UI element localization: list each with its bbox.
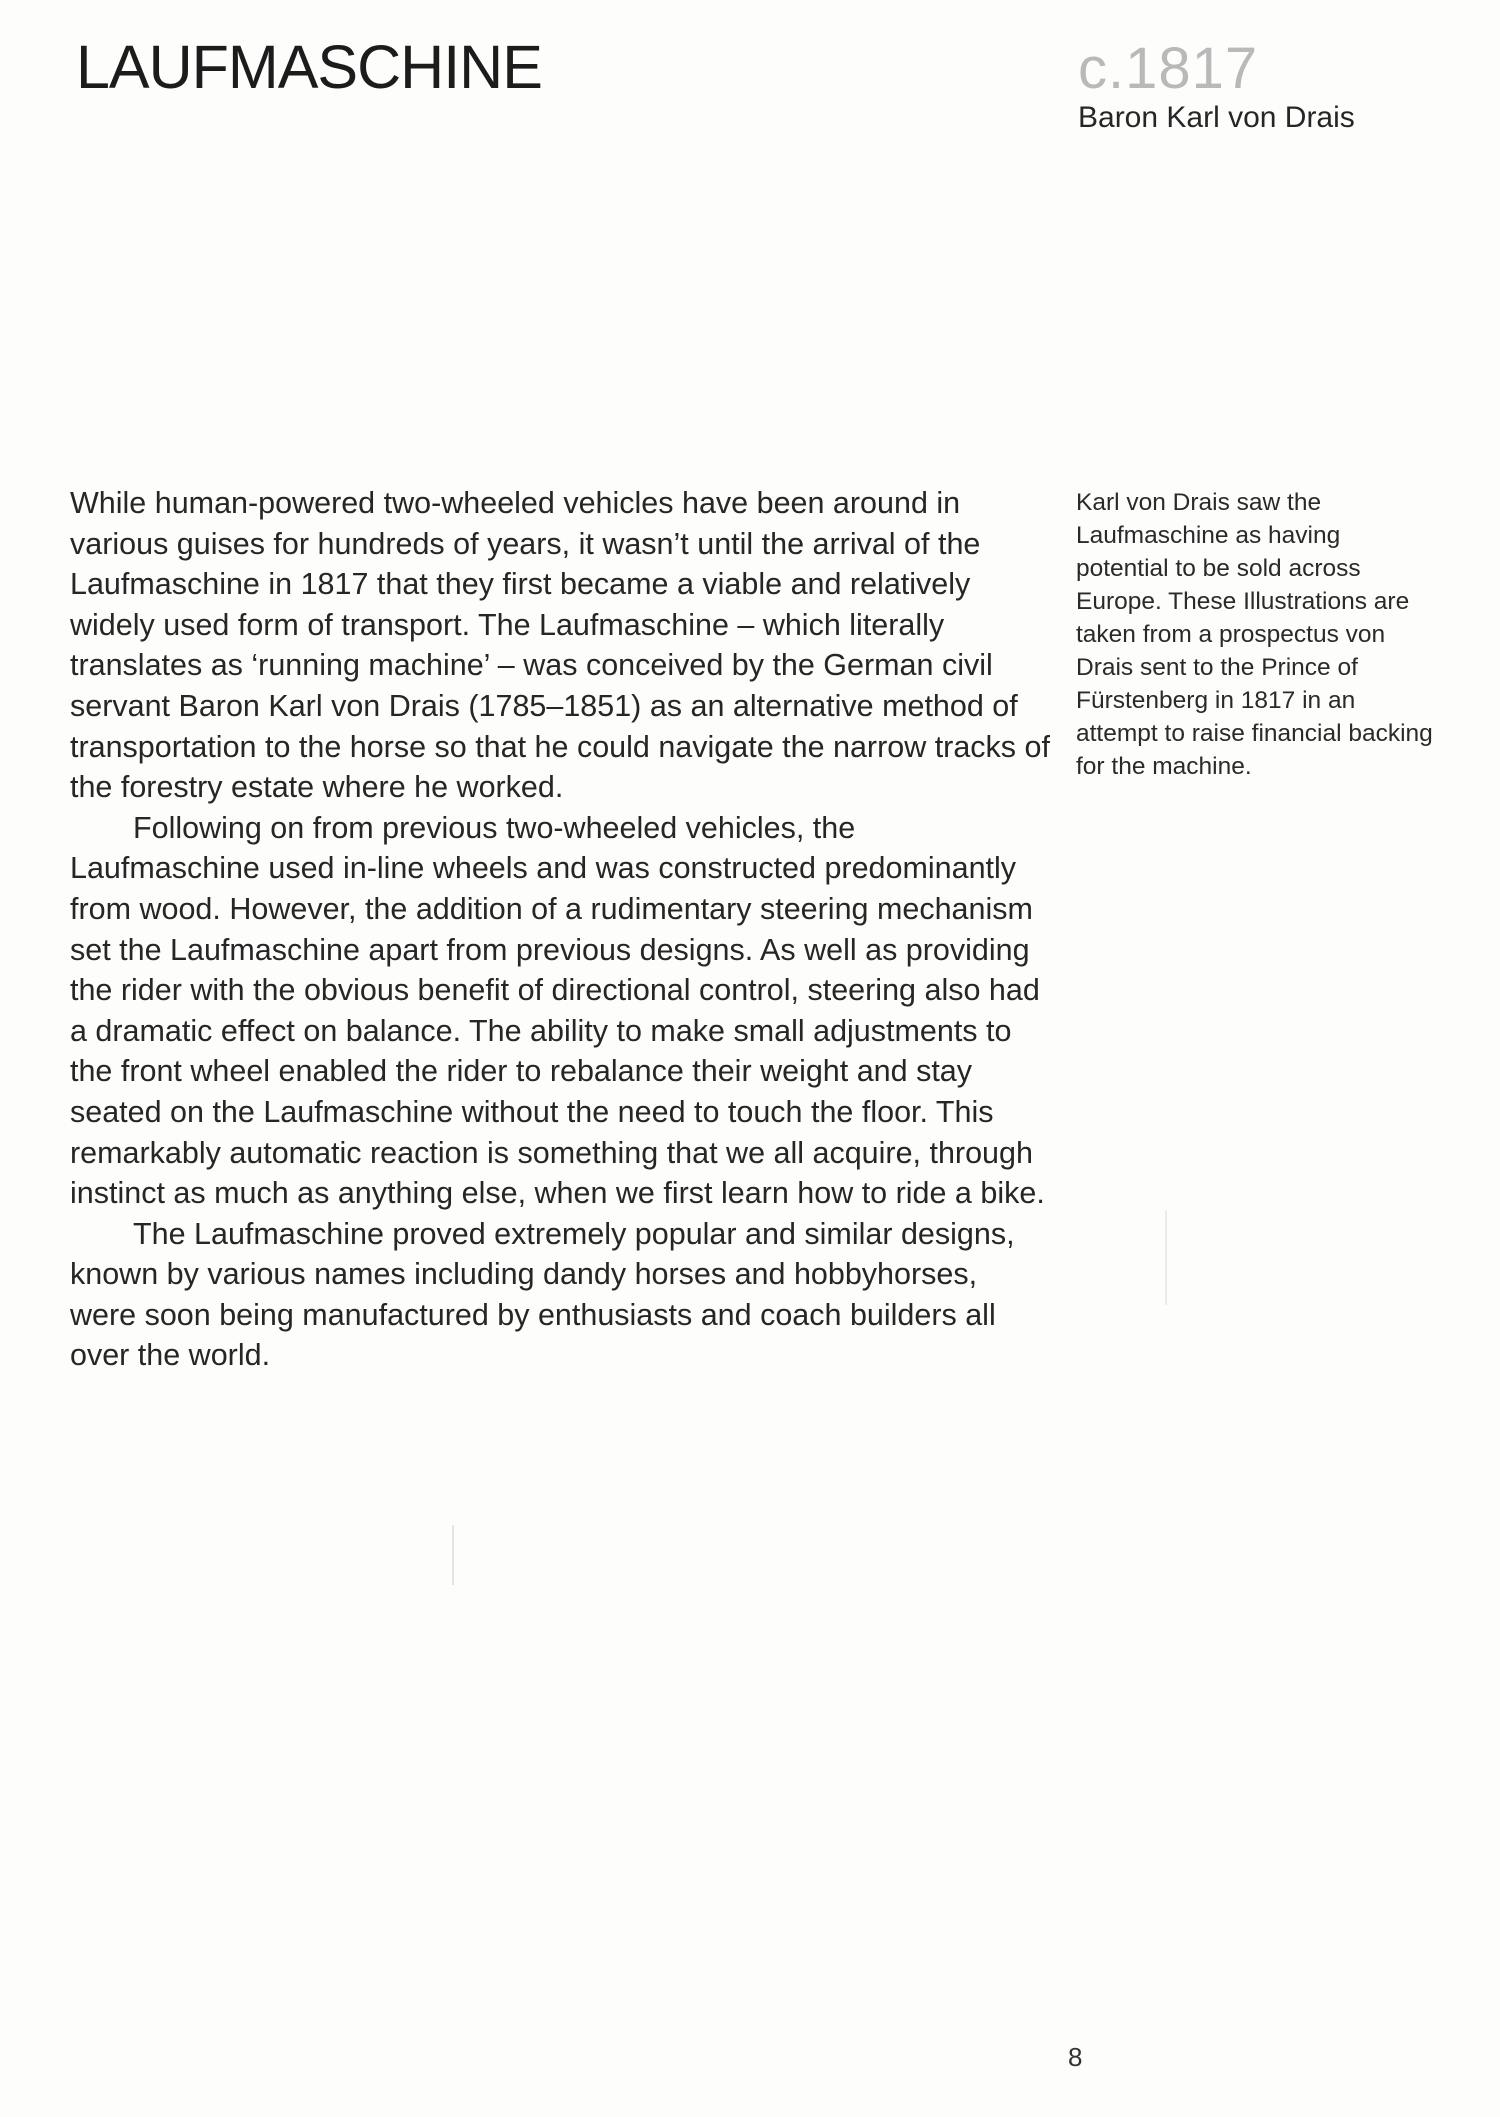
body-text <box>70 483 1050 1376</box>
scan-artifact <box>1165 1210 1167 1305</box>
illustration-caption: Karl von Drais saw the Laufmaschine as having potential to be sold across Europe. These Illustrations are taken from a prospectus von Drais sent to the Prince of Fürstenberg in 1817 in an attempt to raise financial backing for the machine. <box>1076 489 1433 780</box>
year-label: c.1817 <box>1078 36 1259 101</box>
page-title: LAUFMASCHINE <box>76 33 542 101</box>
body-paragraph: While human-powered two-wheeled vehicles have been around in various guises for hundreds of years, it wasn’t until the arrival of the Laufmaschine in 1817 that they first became a viable and relatively widely used form of transport. The Laufmaschine – which literally translates as ‘running machine’ – was conceived by the German civil servant Baron Karl von Drais (1785–1851) as an alternative method of transportation to the horse so that he could navigate the narrow tracks of the forestry estate where he worked. <box>70 486 1050 805</box>
inventor-name: Baron Karl von Drais <box>1078 101 1355 134</box>
scan-artifact <box>452 1525 454 1585</box>
body-paragraph: Following on from previous two-wheeled vehicles, the Laufmaschine used in-line wheels and was constructed predominantly from wood. However, the addition of a rudimentary steering mechanism set the Laufmaschine apart from previous designs. As well as providing the rider with the obvious benefit of directional control, steering also had a dramatic effect on balance. The ability to make small adjustments to the front wheel enabled the rider to rebalance their weight and stay seated on the Laufmaschine without the need to touch the floor. This remarkably automatic reaction is something that we all acquire, through instinct as much as anything else, when we first learn how to ride a bike. <box>70 810 1045 1211</box>
page-number: 8 <box>1068 2042 1083 2072</box>
header-meta <box>1078 36 1438 136</box>
body-paragraph: The Laufmaschine proved extremely popular and similar designs, known by various names including dandy horses and hobbyhorses, were soon being manufactured by enthusiasts and coach builders all over the world. <box>70 1216 1015 1373</box>
